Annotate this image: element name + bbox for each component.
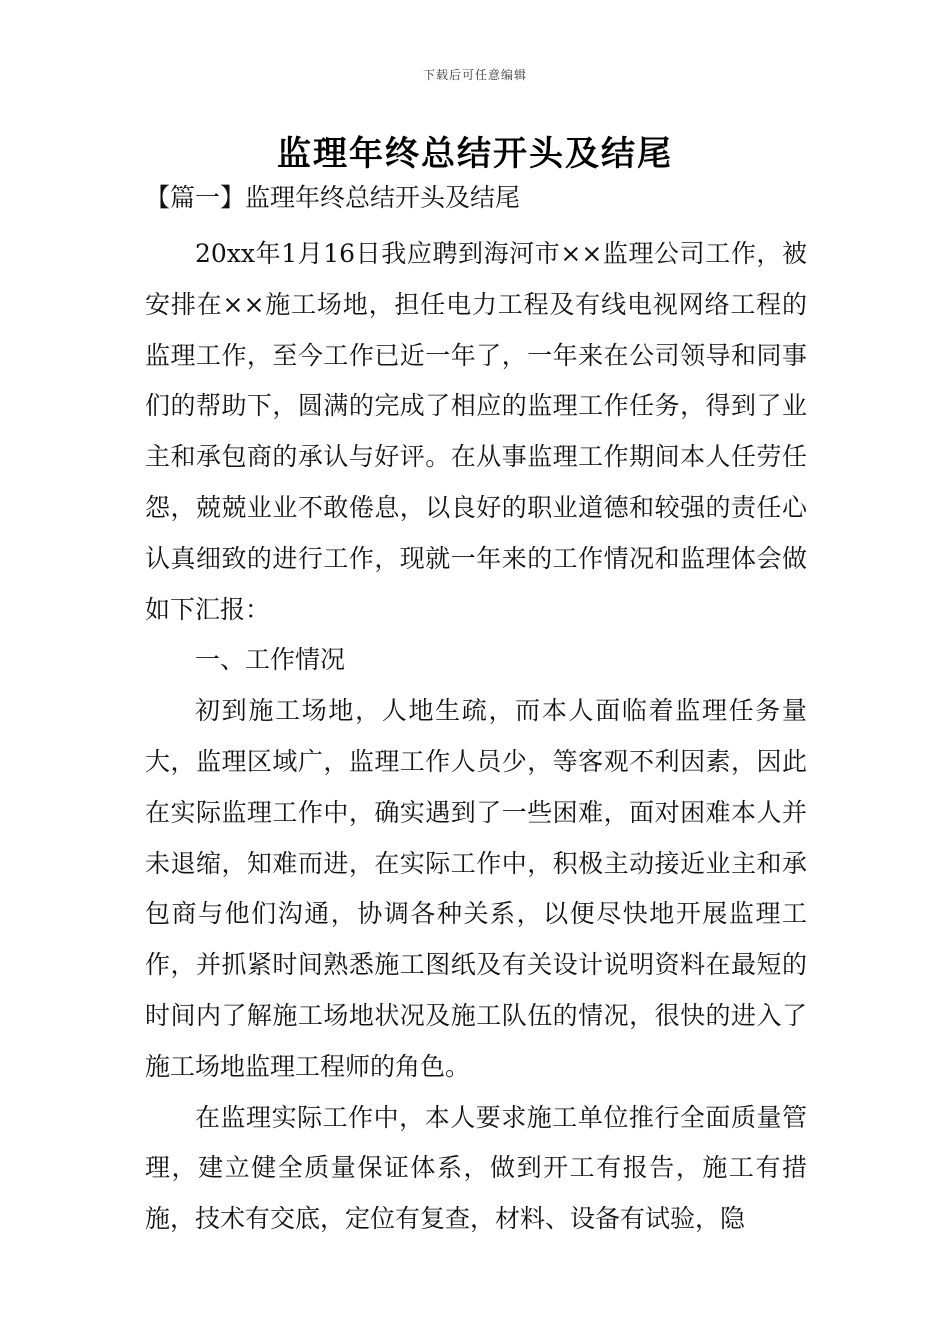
paragraph-intro: 20xx年1月16日我应聘到海河市××监理公司工作，被安排在××施工场地，担任电力工程及有线电视网络工程的监理工作，至今工作已近一年了，一年来在公司领导和同事们的帮助下，圆满的完成了相应的监理工作任务，得到了业主和承包商的承认与好评。在从事监理工作期间本人任劳任怨，兢兢业业不敢倦息，以良好的职业道德和较强的责任心认真细致的进行工作，现就一年来的工作情况和监理体会做如下汇报： xyxy=(145,239,807,624)
section-heading: 【篇一】监理年终总结开头及结尾 xyxy=(145,183,521,212)
document-title: 监理年终总结开头及结尾 xyxy=(277,134,673,174)
document-body xyxy=(145,179,807,1245)
subheading-work-situation: 一、工作情况 xyxy=(195,645,346,675)
paragraph-quality-management: 在监理实际工作中，本人要求施工单位推行全面质量管理，建立健全质量保证体系，做到开工有报告，施工有措施，技术有交底，定位有复查，材料、设备有试验，隐 xyxy=(145,1102,807,1234)
paragraph-arrival: 初到施工场地，人地生疏，而本人面临着监理任务量大，监理区域广，监理工作人员少，等客观不利因素，因此在实际监理工作中，确实遇到了一些困难，面对困难本人并未退缩，知难而进，在实际工作中，积极主动接近业主和承包商与他们沟通，协调各种关系，以便尽快地开展监理工作，并抓紧时间熟悉施工图纸及有关设计说明资料在最短的时间内了解施工场地状况及施工队伍的情况，很快的进入了施工场地监理工程师的角色。 xyxy=(145,696,807,1081)
header-note: 下载后可任意编辑 xyxy=(422,68,527,82)
